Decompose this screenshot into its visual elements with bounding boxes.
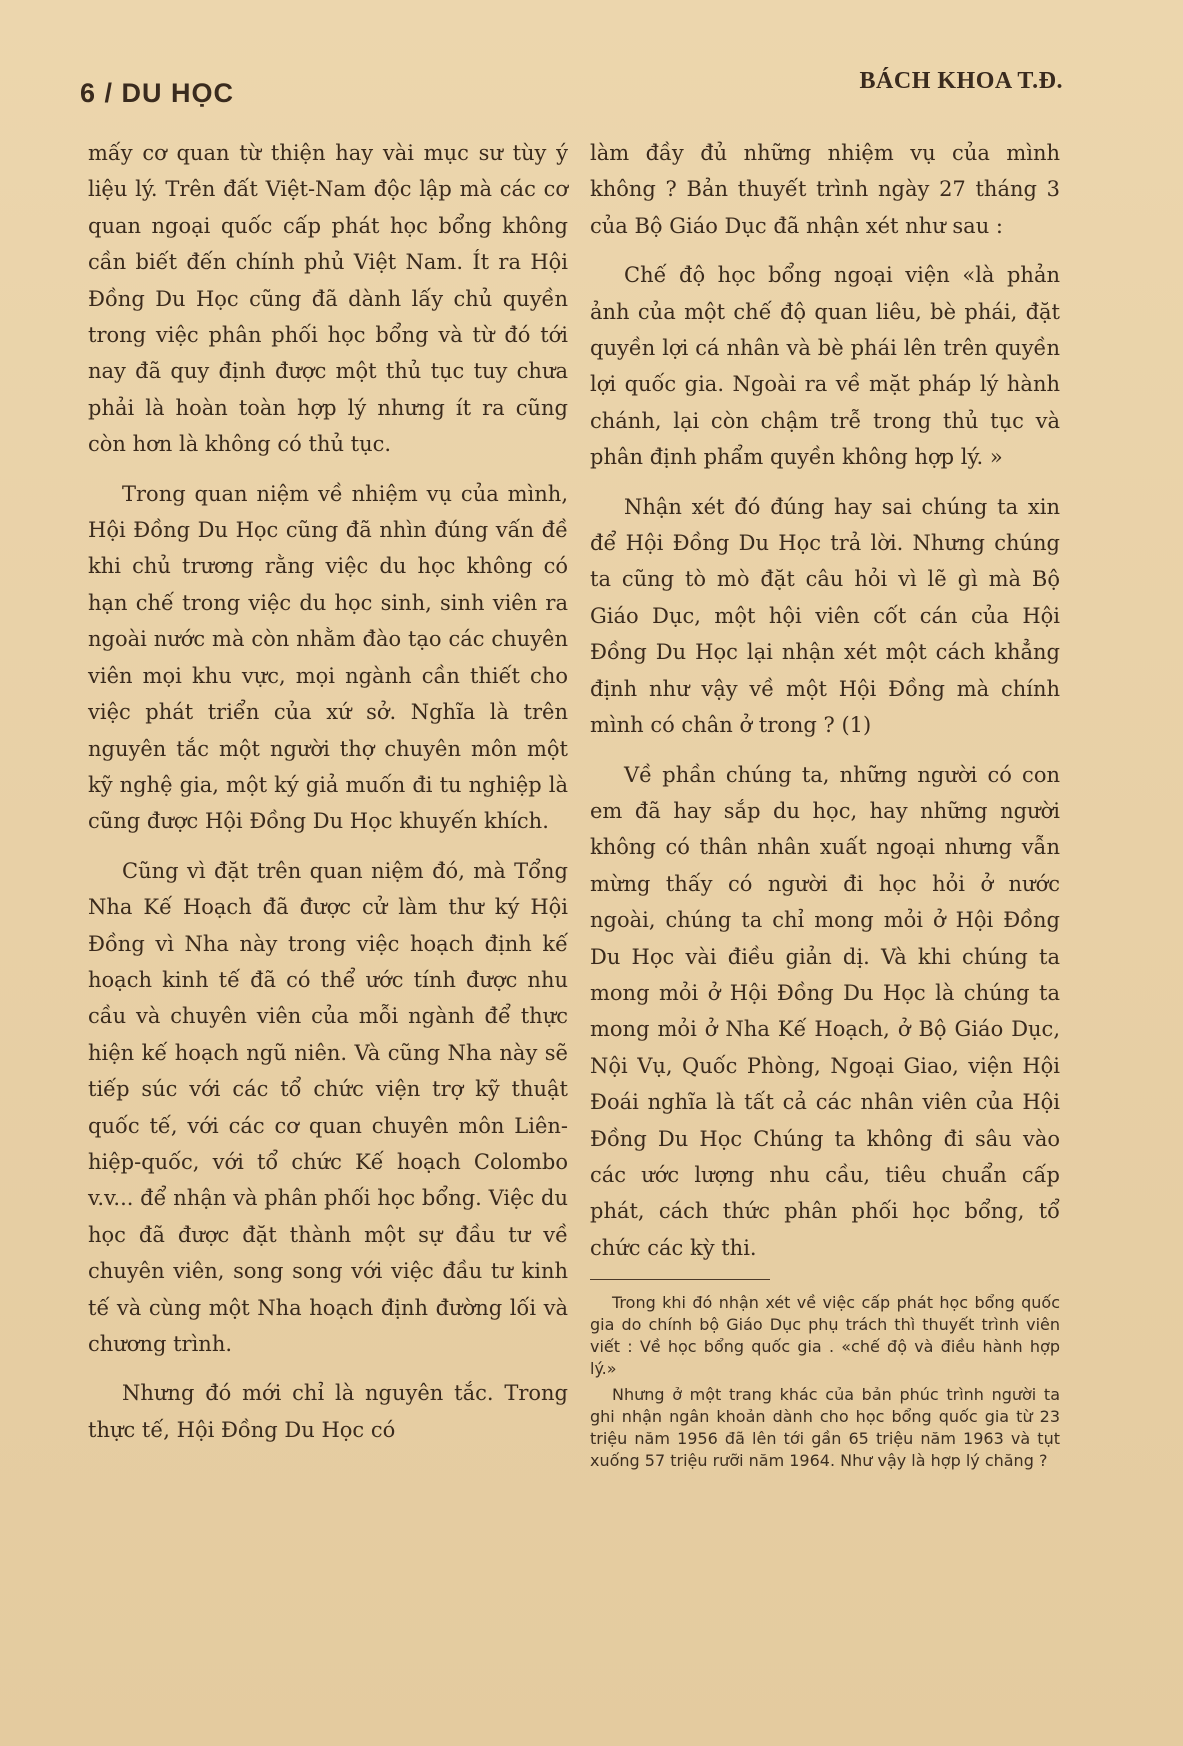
paragraph: Trong quan niệm về nhiệm vụ của mình, Hội Đồng Du Học cũng đã nhìn đúng vấn đề khi chủ trương rằng việc du học không có hạn chế trong việc du học sinh, sinh viên ra ngoài nước mà còn nhằm đào tạo các chuyên viên mọi khu vực, mọi ngành cần thiết cho việc phát triển của xứ sở. Nghĩa là trên nguyên tắc một người thợ chuyên môn một kỹ nghệ gia, một ký giả muốn đi tu nghiệp là cũng được Hội Đồng Du Học khuyến khích. <box>88 481 568 834</box>
page-header <box>80 68 1063 118</box>
footnote-divider <box>590 1279 770 1280</box>
right-column <box>590 135 1060 1476</box>
paragraph: Nhưng đó mới chỉ là nguyên tắc. Trong thực tế, Hội Đồng Du Học có <box>88 1381 568 1442</box>
running-head-left: 6 / DU HỌC <box>80 78 235 108</box>
footnote: Nhưng ở một trang khác của bản phúc trình người ta ghi nhận ngân khoản dành cho học bổng quốc gia từ 23 triệu năm 1956 đã lên tới gần 65 triệu năm 1963 và tụt xuống 57 triệu rưỡi năm 1964. Như vậy là hợp lý chăng ? <box>590 1385 1060 1471</box>
paragraph: Nhận xét đó đúng hay sai chúng ta xin để Hội Đồng Du Học trả lời. Nhưng chúng ta cũng tò mò đặt câu hỏi vì lẽ gì mà Bộ Giáo Dục, một hội viên cốt cán của Hội Đồng Du Học lại nhận xét một cách khẳng định như vậy về một Hội Đồng mà chính mình có chân ở trong ? (1) <box>590 494 1060 738</box>
left-column <box>88 135 568 1461</box>
footnote: Trong khi đó nhận xét về việc cấp phát học bổng quốc gia do chính bộ Giáo Dục phụ trách thì thuyết trình viên viết : Về học bổng quốc gia . «chế độ và điều hành hợp lý.» <box>590 1293 1060 1379</box>
paragraph: mấy cơ quan từ thiện hay vài mục sư tùy ý liệu lý. Trên đất Việt-Nam độc lập mà các cơ quan ngoại quốc cấp phát học bổng không cần biết đến chính phủ Việt Nam. Ít ra Hội Đồng Du Học cũng đã dành lấy chủ quyền trong việc phân phối học bổng và từ đó tới nay đã quy định được một thủ tục tuy chưa phải là hoàn toàn hợp lý nhưng ít ra cũng còn hơn là không có thủ tục. <box>88 141 568 457</box>
paragraph: Về phần chúng ta, những người có con em đã hay sắp du học, hay những người không có thân nhân xuất ngoại nhưng vẫn mừng thấy có người đi học hỏi ở nước ngoài, chúng ta chỉ mong mỏi ở Hội Đồng Du Học vài điều giản dị. Và khi chúng ta mong mỏi ở Hội Đồng Du Học là chúng ta mong mỏi ở Nha Kế Hoạch, ở Bộ Giáo Dục, Nội Vụ, Quốc Phòng, Ngoại Giao, viện Hội Đoái nghĩa là tất cả các nhân viên của Hội Đồng Du Học Chúng ta không đi sâu vào các ước lượng nhu cầu, tiêu chuẩn cấp phát, cách thức phân phối học bổng, tổ chức các kỳ thi. <box>590 762 1060 1260</box>
running-head-right: BÁCH KHOA T.Đ. <box>859 68 1063 94</box>
paragraph: Chế độ học bổng ngoại viện «là phản ảnh của một chế độ quan liêu, bè phái, đặt quyền lợi cá nhân và bè phái lên trên quyền lợi quốc gia. Ngoài ra về mặt pháp lý hành chánh, lại còn chậm trễ trong thủ tục và phân định phẩm quyền không hợp lý. » <box>590 263 1060 470</box>
paragraph: Cũng vì đặt trên quan niệm đó, mà Tổng Nha Kế Hoạch đã được cử làm thư ký Hội Đồng vì Nha này trong việc hoạch định kế hoạch kinh tế đã có thể ước tính được nhu cầu và chuyên viên của mỗi ngành để thực hiện kế hoạch ngũ niên. Và cũng Nha này sẽ tiếp súc với các tổ chức viện trợ kỹ thuật quốc tế, với các cơ quan chuyên môn Liên-hiệp-quốc, với tổ chức Kế hoạch Colombo v.v... để nhận và phân phối học bổng. Việc du học đã được đặt thành một sự đầu tư về chuyên viên, song song với việc đầu tư kinh tế và cùng một Nha hoạch định đường lối và chương trình. <box>88 858 568 1356</box>
paragraph: làm đầy đủ những nhiệm vụ của mình không ? Bản thuyết trình ngày 27 tháng 3 của Bộ Giáo Dục đã nhận xét như sau : <box>590 141 1060 238</box>
